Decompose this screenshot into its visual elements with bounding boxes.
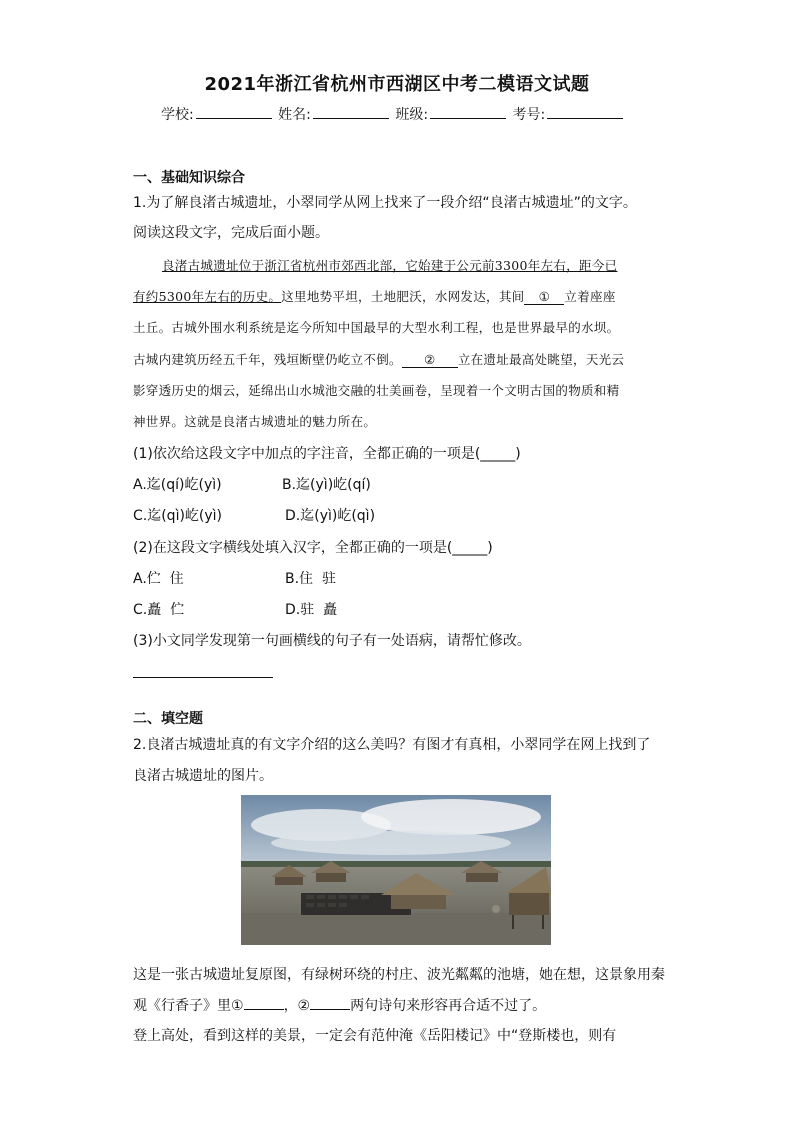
underlined-sentence: 良渚古城遗址位于浙江省杭州市郊西北部，它始建于公元前3300年左右，距今已	[162, 258, 618, 273]
school-field[interactable]	[196, 104, 272, 119]
text-segment: ，②	[283, 998, 311, 1014]
text-segment: 观《行香子》里①	[133, 998, 244, 1014]
answer-line[interactable]	[133, 677, 273, 678]
sub2-option-c[interactable]: C.矗 伫	[133, 602, 185, 618]
underlined-sentence-end: 有约5300年左右的历史。	[133, 289, 282, 304]
passage-text: 立着座座	[564, 289, 616, 304]
poem-blank-1[interactable]	[244, 1009, 284, 1010]
school-label: 学校:	[161, 107, 194, 123]
sub-question-2: (2)在这段文字横线处填入汉字，全都正确的一项是(_____)	[133, 540, 493, 556]
sub1-option-c[interactable]: C.迄(qì)屹(yì)	[133, 508, 223, 524]
sub-question-1: (1)依次给这段文字中加点的字注音，全都正确的一项是(_____)	[133, 446, 521, 462]
liangzhu-site-photo	[241, 795, 551, 945]
section1-heading: 一、基础知识综合	[133, 170, 245, 186]
after-photo-line-2	[133, 995, 546, 1015]
passage-line-3: 土丘。古城外围水利系统是迄今所知中国最早的大型水利工程，也是世界最早的水坝。	[133, 320, 620, 335]
class-label: 班级:	[395, 107, 429, 123]
name-field[interactable]	[313, 104, 389, 119]
passage-text: 古城内建筑历经五千年，残垣断壁仍屹立不倒。	[133, 352, 402, 367]
passage-line-2	[133, 287, 663, 305]
passage-text: 这里地势平坦，土地肥沃，水网发达，其间	[281, 289, 525, 304]
passage-line-1	[162, 256, 692, 274]
sub2-option-a[interactable]: A.伫 住	[133, 571, 184, 587]
sub1-option-b[interactable]: B.迄(yì)屹(qí)	[282, 477, 371, 493]
id-field[interactable]	[547, 104, 623, 119]
class-field[interactable]	[430, 104, 506, 119]
q1-line1: 1.为了解良渚古城遗址，小翠同学从网上找来了一段介绍“良渚古城遗址”的文字。	[133, 195, 637, 211]
after-photo-line-3: 登上高处，看到这样的美景，一定会有范仲淹《岳阳楼记》中“登斯楼也，则有	[133, 1028, 617, 1044]
name-label: 姓名:	[278, 107, 311, 123]
q1-line2: 阅读这段文字，完成后面小题。	[133, 225, 329, 241]
section2-heading: 二、填空题	[133, 711, 203, 727]
passage-line-5: 影穿透历史的烟云，延绵出山水城池交融的壮美画卷，呈现着一个文明古国的物质和精	[133, 383, 620, 398]
id-label: 考号:	[512, 107, 546, 123]
sub2-option-b[interactable]: B.住 驻	[285, 571, 336, 587]
sub1-option-d[interactable]: D.迄(yì)屹(qì)	[285, 508, 376, 524]
after-photo-line-1: 这是一张古城遗址复原图，有绿树环绕的村庄、波光粼粼的池塘，她在想，这景象用秦	[133, 967, 665, 983]
blank-1[interactable]: ①	[524, 289, 564, 305]
page-title: 2021年浙江省杭州市西湖区中考二模语文试题	[204, 74, 590, 95]
poem-blank-2[interactable]	[310, 1009, 350, 1010]
q2-line1: 2.良渚古城遗址真的有文字介绍的这么美吗？有图才有真相，小翠同学在网上找到了	[133, 737, 651, 753]
passage-text: 立在遗址最高处眺望，天光云	[457, 352, 625, 367]
sub2-option-d[interactable]: D.驻 矗	[285, 602, 338, 618]
q2-line2: 良渚古城遗址的图片。	[133, 768, 273, 784]
passage-line-4	[133, 350, 663, 368]
blank-2[interactable]: ②	[402, 352, 458, 368]
sub-question-3: (3)小文同学发现第一句画横线的句子有一处语病，请帮忙修改。	[133, 633, 531, 649]
site-reconstruction-image	[241, 795, 551, 945]
student-info-line	[161, 104, 625, 124]
text-segment: 两句诗句来形容再合适不过了。	[350, 998, 547, 1014]
sub1-option-a[interactable]: A.迄(qí)屹(yì)	[133, 477, 222, 493]
passage-line-6: 神世界。这就是良渚古城遗址的魅力所在。	[133, 414, 377, 429]
